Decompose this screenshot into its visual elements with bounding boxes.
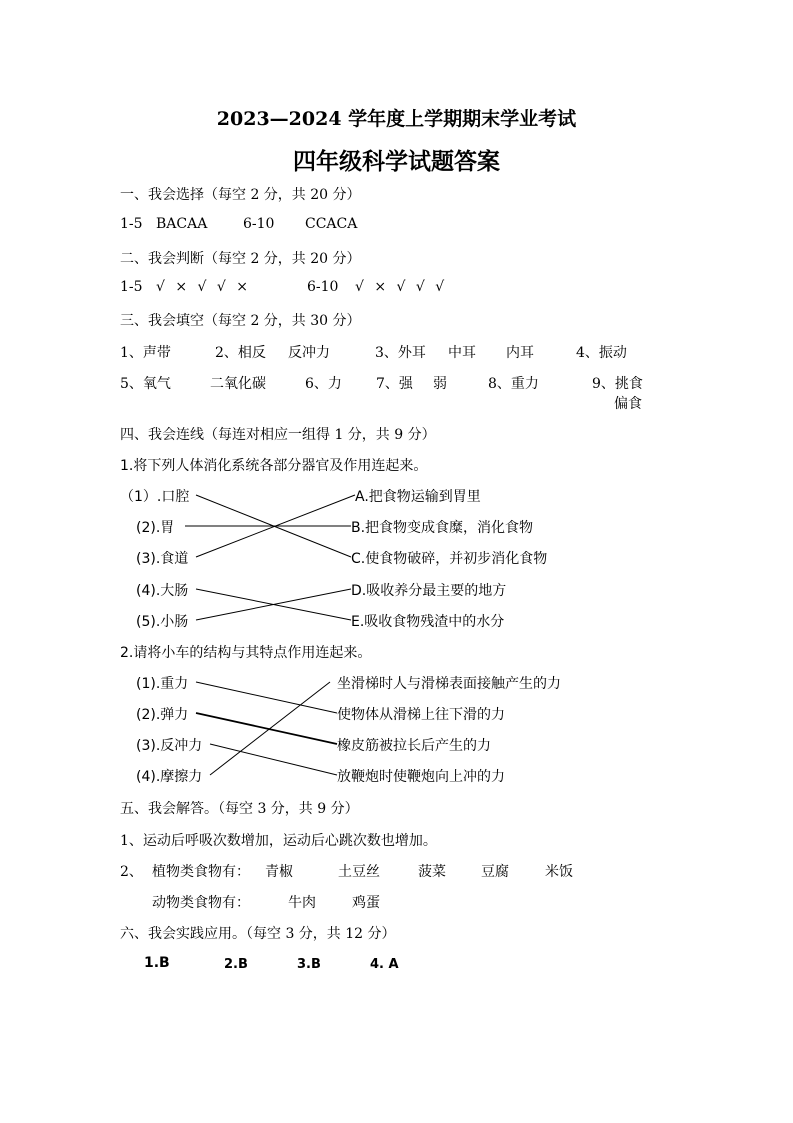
q1-right-item: A.把食物运输到胃里 — [355, 489, 481, 505]
q2-right-item: 橡皮筋被拉长后产生的力 — [337, 738, 491, 754]
q2-left-item: (3).反冲力 — [136, 738, 203, 754]
q2-left-item: (1).重力 — [136, 676, 189, 692]
fill-answer: 5、氧气 — [120, 376, 171, 392]
practice-answer: 2.B — [224, 957, 248, 972]
s5-answer-1: 1、运动后呼吸次数增加，运动后心跳次数也增加。 — [120, 833, 437, 849]
q2-right-item: 放鞭炮时使鞭炮向上冲的力 — [337, 769, 505, 785]
plant-food: 豆腐 — [481, 864, 509, 880]
practice-answer: 3.B — [297, 957, 321, 972]
fill-answer: 2、相反 — [215, 345, 266, 361]
fill-answer: 3、外耳 — [375, 345, 426, 361]
plant-food: 土豆丝 — [338, 864, 380, 880]
q2-match-line — [210, 682, 330, 775]
fill-answer: 弱 — [433, 376, 447, 392]
section4-heading: 四、我会连线（每连对相应一组得 1 分，共 9 分） — [120, 427, 436, 443]
s1-label-1-5: 1-5 — [120, 216, 143, 232]
s2-label-6-10: 6-10 — [307, 279, 339, 295]
fill-answer: 4、振动 — [576, 345, 627, 361]
q1-left-item: (3).食道 — [136, 551, 189, 567]
fill-answer: 偏食 — [614, 396, 642, 412]
q1-right-item: E.吸收食物残渣中的水分 — [351, 614, 505, 630]
s2-answers-1-5: √ × √ √ × — [156, 279, 249, 295]
section2-heading: 二、我会判断（每空 2 分，共 20 分） — [120, 251, 361, 267]
practice-answer: 4. A — [370, 957, 399, 972]
plant-food: 菠菜 — [418, 864, 446, 880]
animal-food: 鸡蛋 — [352, 895, 380, 911]
q1-left-item: (5).小肠 — [136, 614, 189, 630]
practice-answer: 1.B — [144, 955, 170, 971]
s2-answers-6-10: √ × √ √ √ — [355, 279, 445, 295]
section3-heading: 三、我会填空（每空 2 分，共 30 分） — [120, 313, 361, 329]
fill-answer: 6、力 — [305, 376, 342, 392]
fill-answer: 内耳 — [506, 345, 534, 361]
plant-food: 米饭 — [545, 864, 573, 880]
q1-right-item: D.吸收养分最主要的地方 — [351, 583, 507, 599]
q2-right-item: 坐滑梯时人与滑梯表面接触产生的力 — [337, 676, 561, 692]
section1-heading: 一、我会选择（每空 2 分，共 20 分） — [120, 187, 361, 203]
s1-answers-1-5: BACAA — [156, 216, 208, 232]
q1-right-item: C.使食物破碎，并初步消化食物 — [351, 551, 548, 567]
fill-answer: 8、重力 — [488, 376, 539, 392]
s1-label-6-10: 6-10 — [243, 216, 275, 232]
fill-answer: 中耳 — [448, 345, 476, 361]
animal-food-label: 动物类食物有： — [152, 895, 250, 911]
matching-q1-prompt: 1.将下列人体消化系统各部分器官及作用连起来。 — [120, 458, 428, 474]
fill-answer: 7、强 — [376, 376, 413, 392]
s2-label-1-5: 1-5 — [120, 279, 143, 295]
q2-match-line — [196, 713, 337, 744]
q1-left-item: （1）.口腔 — [120, 489, 190, 505]
q1-right-item: B.把食物变成食糜，消化食物 — [351, 520, 534, 536]
exam-title: 2023—2024 学年度上学期期末学业考试 — [216, 108, 577, 130]
section6-heading: 六、我会实践应用。（每空 3 分，共 12 分） — [120, 926, 396, 942]
q1-left-item: (2).胃 — [136, 520, 175, 536]
s5-answer-2-label: 2、 — [120, 864, 143, 880]
plant-food: 青椒 — [265, 864, 293, 880]
q2-match-line — [196, 682, 337, 713]
fill-answer: 1、声带 — [120, 345, 171, 361]
q2-left-item: (4).摩擦力 — [136, 769, 203, 785]
matching-q2-prompt: 2.请将小车的结构与其特点作用连起来。 — [120, 645, 372, 661]
s1-answers-6-10: CCACA — [305, 216, 358, 232]
q2-right-item: 使物体从滑梯上往下滑的力 — [337, 707, 505, 723]
answer-key-title: 四年级科学试题答案 — [293, 148, 500, 175]
section5-heading: 五、我会解答。（每空 3 分，共 9 分） — [120, 801, 359, 817]
q1-left-item: (4).大肠 — [136, 583, 189, 599]
fill-answer: 反冲力 — [288, 345, 330, 361]
q2-left-item: (2).弹力 — [136, 707, 189, 723]
fill-answer: 二氧化碳 — [210, 376, 266, 392]
plant-food-label: 植物类食物有： — [152, 864, 250, 880]
q2-match-line — [210, 744, 337, 775]
fill-answer: 9、挑食 — [592, 376, 643, 392]
animal-food: 牛肉 — [288, 895, 316, 911]
